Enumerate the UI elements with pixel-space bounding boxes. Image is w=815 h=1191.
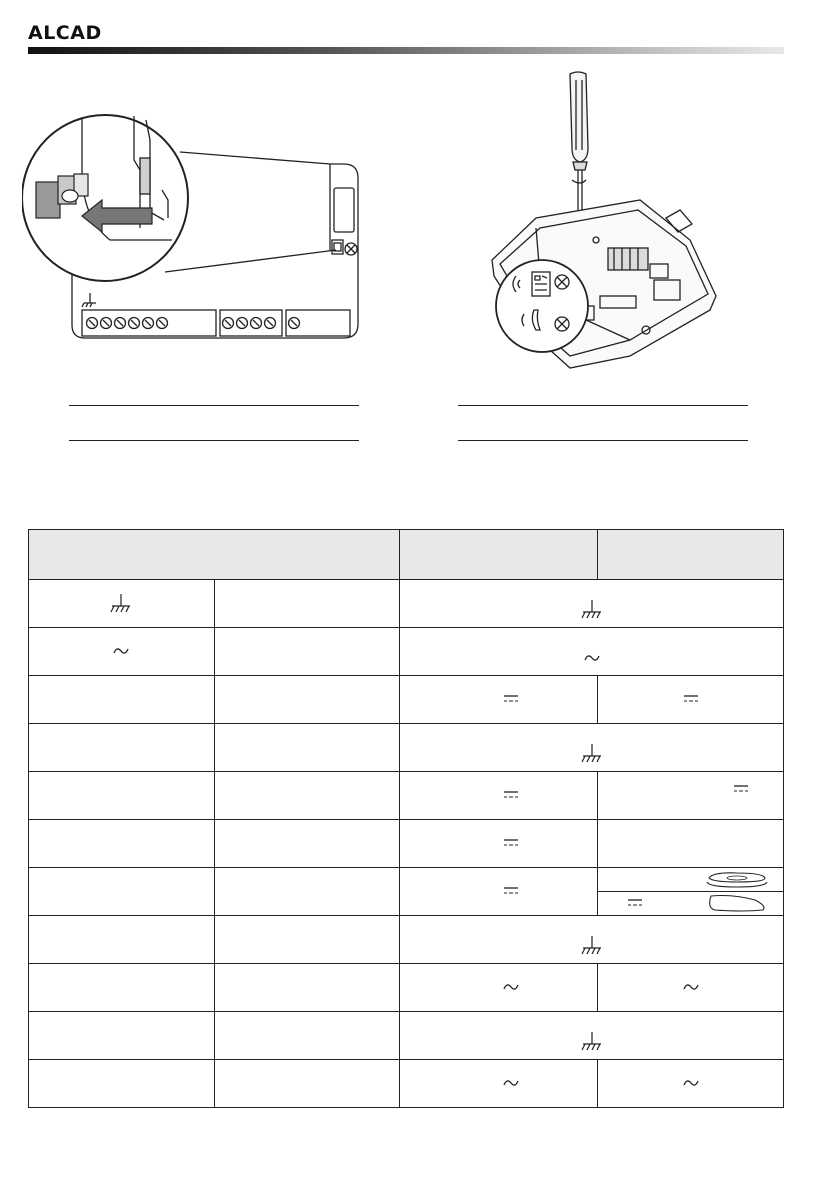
table-header-row xyxy=(29,530,784,580)
row-description-cell xyxy=(214,580,400,628)
row-description-cell xyxy=(214,628,400,676)
dc-icon xyxy=(627,898,643,908)
dc-icon xyxy=(503,694,519,704)
table-row xyxy=(29,820,784,868)
row-icon-cell xyxy=(29,676,215,724)
row-value-cell-1 xyxy=(400,820,598,868)
row-description-cell xyxy=(214,868,400,916)
table-row xyxy=(29,916,784,964)
ground-icon xyxy=(110,593,132,615)
dc-icon xyxy=(733,784,749,794)
row-value-span-cell xyxy=(400,916,784,964)
row-value-cell-1 xyxy=(400,964,598,1012)
row-value-cell-2 xyxy=(598,1060,784,1108)
dc-icon xyxy=(503,790,519,800)
row-description-cell xyxy=(214,1060,400,1108)
table-row xyxy=(29,628,784,676)
table-row xyxy=(29,868,784,916)
row-value-cell-1 xyxy=(400,676,598,724)
row-value-cell-2 xyxy=(598,820,784,868)
left-caption-rule-1 xyxy=(69,405,359,406)
row-value-span-cell xyxy=(400,628,784,676)
row-value-span-cell xyxy=(400,580,784,628)
jumper-removal-figure xyxy=(22,100,367,345)
handset-hung-subcell xyxy=(598,868,783,892)
table-row xyxy=(29,580,784,628)
row-value-cell-1 xyxy=(400,1060,598,1108)
row-value-span-cell xyxy=(400,724,784,772)
ac-tilde-icon xyxy=(113,645,129,657)
table-row xyxy=(29,676,784,724)
screwdriver-adjust-figure xyxy=(480,68,720,373)
row-icon-cell xyxy=(29,964,215,1012)
row-icon-cell xyxy=(29,772,215,820)
ac-tilde-icon xyxy=(683,1077,699,1089)
table-row xyxy=(29,724,784,772)
row-icon-cell xyxy=(29,724,215,772)
header-cell-description xyxy=(29,530,400,580)
row-description-cell xyxy=(214,820,400,868)
row-icon-cell xyxy=(29,1060,215,1108)
spec-table xyxy=(28,529,784,1108)
dc-icon xyxy=(683,694,699,704)
table-row xyxy=(29,1060,784,1108)
row-value-cell-2 xyxy=(598,676,784,724)
row-description-cell xyxy=(214,676,400,724)
row-value-cell-2 xyxy=(598,772,784,820)
row-value-cell-1 xyxy=(400,772,598,820)
ground-icon xyxy=(581,935,603,957)
ac-tilde-icon xyxy=(584,652,600,664)
row-icon-cell xyxy=(29,580,215,628)
table-row xyxy=(29,772,784,820)
ac-tilde-icon xyxy=(683,981,699,993)
ground-icon xyxy=(581,743,603,765)
ground-icon xyxy=(581,599,603,621)
right-caption-rule-2 xyxy=(458,440,748,441)
table-row xyxy=(29,964,784,1012)
row-icon-cell xyxy=(29,1012,215,1060)
row-value-stacked-cell xyxy=(598,868,784,916)
row-value-cell-1 xyxy=(400,868,598,916)
row-description-cell xyxy=(214,1012,400,1060)
handset-lifted-icon xyxy=(703,892,769,914)
row-description-cell xyxy=(214,724,400,772)
ground-icon xyxy=(581,1031,603,1053)
header-cell-option-2 xyxy=(598,530,784,580)
row-icon-cell xyxy=(29,628,215,676)
brand-logo: ALCAD xyxy=(28,22,102,44)
row-value-cell-2 xyxy=(598,964,784,1012)
row-icon-cell xyxy=(29,820,215,868)
dc-icon xyxy=(503,886,519,896)
row-description-cell xyxy=(214,964,400,1012)
left-caption-rule-2 xyxy=(69,440,359,441)
handset-cradle-icon xyxy=(703,870,769,890)
header-gradient-bar xyxy=(28,47,784,54)
handset-lifted-subcell xyxy=(598,892,783,915)
ac-tilde-icon xyxy=(503,1077,519,1089)
right-caption-rule-1 xyxy=(458,405,748,406)
table-row xyxy=(29,1012,784,1060)
row-description-cell xyxy=(214,916,400,964)
row-icon-cell xyxy=(29,916,215,964)
ac-tilde-icon xyxy=(503,981,519,993)
row-description-cell xyxy=(214,772,400,820)
header-cell-option-1 xyxy=(400,530,598,580)
row-value-span-cell xyxy=(400,1012,784,1060)
dc-icon xyxy=(503,838,519,848)
row-icon-cell xyxy=(29,868,215,916)
